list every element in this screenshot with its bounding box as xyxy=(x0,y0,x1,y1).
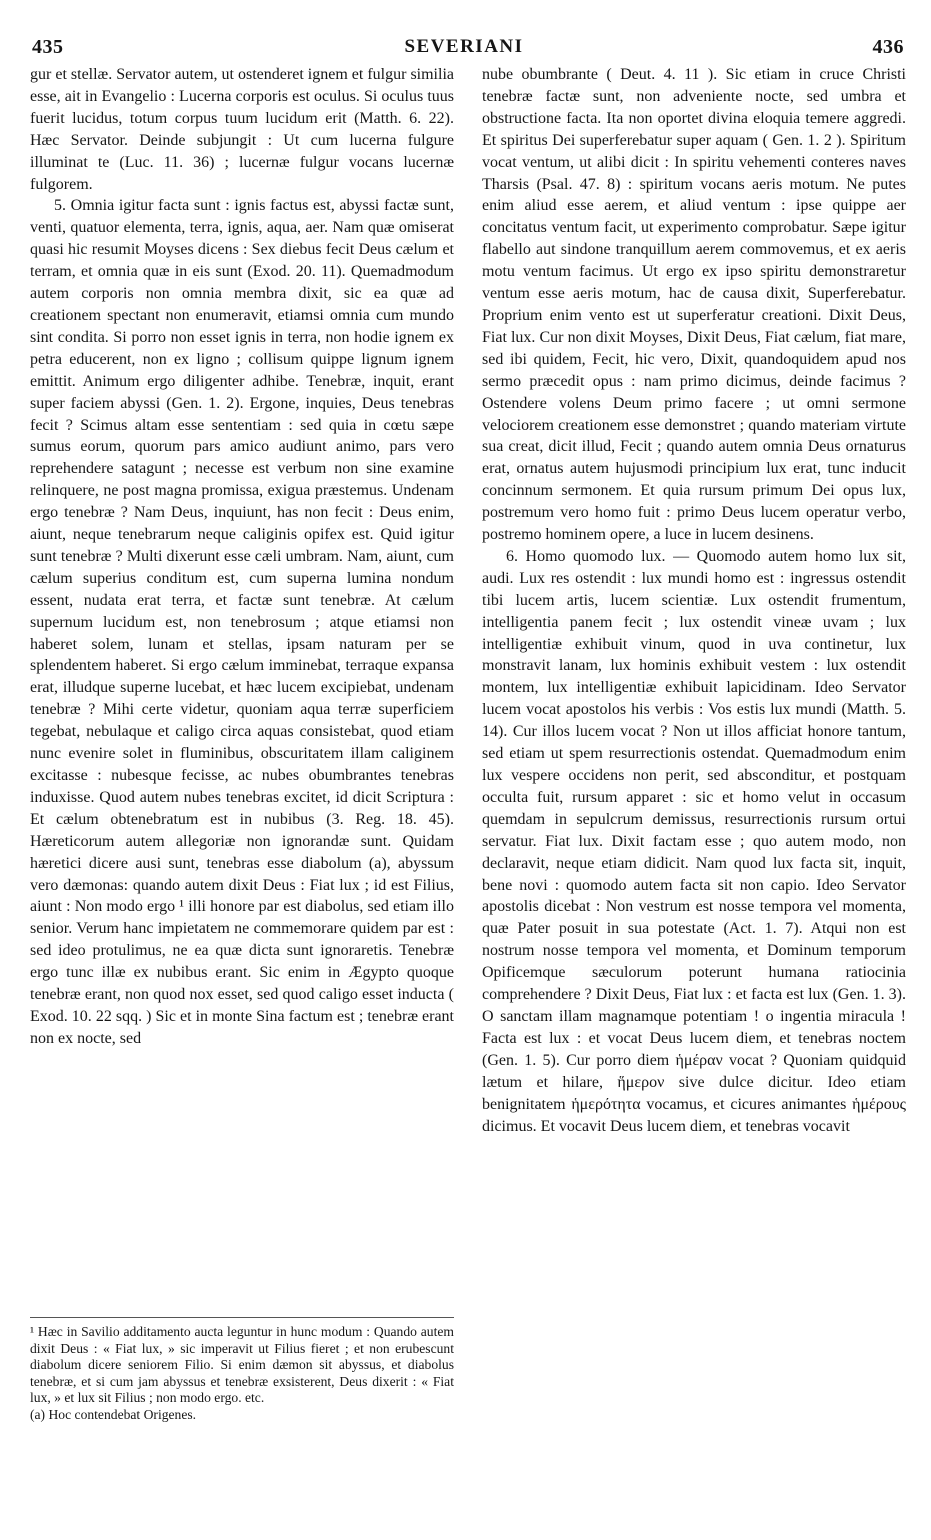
right-column xyxy=(482,64,906,1137)
page-header xyxy=(24,36,904,64)
left-paragraph-2: 5. Omnia igitur facta sunt : ignis factus est, abyssi factæ sunt, venti, quatuor elementa, terra, ignis, aqua, aer. Nam quæ omiserat quasi hic resumit Moyses dicens : Sex diebus fecit Deus cælum et terram, et omnia quæ in eis sunt (Exod. 20. 11). Quemadmodum autem corporis non omnia membra dixit, sic ea quæ ad creationem spectant non enumeravit, etiamsi omnia cum mundo sint condita. Si porro non esset ignis in terra, non hodie ignem ex petra educerent, non ex ligno ; collisum quippe lignum ignem emittit. Animum ergo diligenter adhibe. Tenebræ, inquit, erant super faciem abyssi (Gen. 1. 2). Ergone, inquies, Deus tenebras fecit ? Scimus altam esse sententiam : sed quia in cœtu sæpe sumus eorum, quorum pars amico audiunt animo, pars vero reprehendere satagunt ; necesse est verbum non sine examine relinquere, ne post magna promissa, exigua præstemus. Undenam ergo tenebræ ? Nam Deus, inquiunt, has non fecit : Deus enim, aiunt, neque tenebrarum neque caliginis opifex est. Quid igitur sunt tenebræ ? Multi dixerunt esse cæli umbram. Nam, aiunt, cum cælum superius conditum est, cum superna lumina nondum essent, nudata erat terra, et factæ sunt tenebræ. At cælum supernum lucidum est, non tenebrosum ; atque etiamsi non haberet solem, lunam et stellas, ipsam naturam per se splendentem haberet. Si ergo cælum imminebat, terraque expansa erat, illudque superne lucebat, et hæc lucem excipiebat, undenam tenebræ ? Mihi certe videtur, quoniam aqua terræ superficiem tegebat, nebulaque et caligo circa aquas consistebat, quod etiam nunc evenire solet in fluminibus, obscuritatem illam caliginem excitasse : nubesque fecisse, ac nubes obumbrantes tenebras induxisse. Quod autem nubes tenebras excitet, id dicit Scriptura : Et cælum obtenebratum est in nubibus (3. Reg. 18. 45). Hæreticorum autem allegoriæ non ignorandæ sunt. Quidam hæretici dicere ausi sunt, tenebras esse diabolum (a), abyssum vero dæmonas: quando autem dixit Deus : Fiat lux ; id est Filius, aiunt : Non modo ergo ¹ illi honore par est diabolus, sed etiam illo senior. Verum hanc impietatem ne commemorare quidem par est : sed ideo protulimus, ne ea quæ dicta sunt ignoraretis. Tenebræ ergo tunc illæ ex nubibus erant. Sic enim in Ægypto quoque tenebræ erant, non quod nox esset, sed quod caligo esset inducta ( Exod. 10. 22 sqq. ) Sic et in monte Sina factum est ; tenebræ erant non ex nocte, sed xyxy=(30,197,454,1047)
right-page-number: 436 xyxy=(872,36,904,58)
footnotes xyxy=(30,1324,454,1424)
footnote-a: (a) Hoc contendebat Origenes. xyxy=(30,1406,197,1422)
left-column xyxy=(30,64,454,1050)
footnote-divider xyxy=(30,1317,454,1318)
left-paragraph-1: gur et stellæ. Servator autem, ut ostenderet ignem et fulgur similia esse, ait in Evangelio : Lucerna corporis est oculus. Si oculus tuus fuerit lucidus, totum corpus tuum lucidum erit (Matth. 6. 22). Hæc Servator. Deinde subjungit : Ut cum lucerna fulgure illuminat te (Luc. 11. 36) ; lucernæ fulgur vocans lucernæ fulgorem. xyxy=(30,66,454,193)
left-page-number: 435 xyxy=(32,36,64,58)
right-paragraph-1: nube obumbrante ( Deut. 4. 11 ). Sic etiam in cruce Christi tenebræ factæ sunt, non adveniente nocte, sed umbra et obstructione facta. Ita non oportet divina eloquia temere aggredi. Et spiritus Dei superferebatur super aquam ( Gen. 1. 2 ). Spiritum vocat ventum, ut alibi dicit : In spiritu vehementi conteres naves Tharsis (Psal. 47. 8) : spiritum vocans aeris motum. Ne putes enim aliud esse aerem, et aliud ventum : ipse quippe aer concitatus ventum facit, ut experimento comprobatur. Sæpe igitur flabello aut sindone tranquillum aerem commovemus, et ex aeris motu ventum facimus. Ut ergo ex ipso spiritu demonstraretur ventum esse aeris motum, hac de causa dixit, Superferebatur. Proprium enim vento est ut superferatur creationi. Dixit Deus, Fiat lux. Cur non dixit Moyses, Dixit Deus, Fiat cælum, fiat mare, sed ibi quidem, Fecit, hic vero, Dixit, quandoquidem apud nos sermo præcedit opus : nam primo dicimus, deinde facimus ? Ostendere volens Deum primo facere ; ut omni sermone velociorem creationem esse demonstret ; quando materiam virtute sua creat, dicit illud, Fecit ; quando autem omnia Deus ornaturus erat, ornatus autem hujusmodi principium lux erat, tunc inducit concinnum sermonem. Et quia rursum primum Dei opus lux, postremum vero homo fuit : primo Deus lucem operatur verbo, postremo hominem opere, a luce in lucem desinens. xyxy=(482,66,906,544)
running-head: SEVERIANI xyxy=(404,36,524,57)
footnote-1: ¹ Hæc in Savilio additamento aucta leguntur in hunc modum : Quando autem dixit Deus : « Fiat lux, » sic imperavit ut Filius fieret ; et non erubescunt diabolum dicere seniorem Filio. Si enim dæmon sit abyssus, et diabolus tenebræ, et si cum jam abyssus et tenebræ exsisterent, Deus dixerit : « Fiat lux, » et lux sit Filius ; non modo ergo. etc. xyxy=(30,1324,454,1406)
right-paragraph-2: 6. Homo quomodo lux. — Quomodo autem homo lux sit, audi. Lux res ostendit : lux mundi homo est : ingressus ostendit tibi lucem artis, lucem scientiæ. Lux ostendit frumentum, intelligentia panem fecit ; lux ostendit vineæ uvam ; lux intelligentiæ exhibuit vinum, quod in uva continetur, lux monstravit lanam, lux hominis exhibuit vestem : lux ostendit montem, lux intelligentiæ exhibuit lapicidinam. Ideo Servator lucem vocat apostolos his verbis : Vos estis lux mundi (Matth. 5. 14). Cur illos lucem vocat ? Non ut illos afficiat honore tantum, sed etiam ut spem resurrectionis ostendat. Quemadmodum enim lux vespere occidens non perit, sed absconditur, et postquam occulta fuit, rursum apparet : sic et homo velut in occasum quemdam in sepulcrum demissus, resurrectionis rursum ortui servatur. Fiat lux. Dixit factam esse ; quo autem modo, non declaravit, neque etiam didicit. Nam quod lux facta sit, inquit, bene novi : quomodo autem facta sit non capio. Ideo Servator apostolis dicebat : Non vestrum est nosse tempora vel momenta, quæ Pater posuit in sua potestate (Act. 1. 7). Atqui non est nostrum nosse tempora vel momenta, et Dominum temporum Opificemque sæculorum poterunt humana ratiocinia comprehendere ? Dixit Deus, Fiat lux : et facta est lux (Gen. 1. 3). O sanctam illam magnamque potentiam ! o ingentia miracula ! Facta est lux : et vocat Deus lucem diem, et tenebras noctem (Gen. 1. 5). Cur porro diem ἡμέραν vocat ? Quoniam quidquid lætum et hilare, ἥμερον sive dulce dicitur. Ideo etiam benignitatem ἡμερότητα vocamus, et cicures animantes ἡμέρους dicimus. Et vocavit Deus lucem diem, et tenebras vocavit xyxy=(482,547,906,1135)
